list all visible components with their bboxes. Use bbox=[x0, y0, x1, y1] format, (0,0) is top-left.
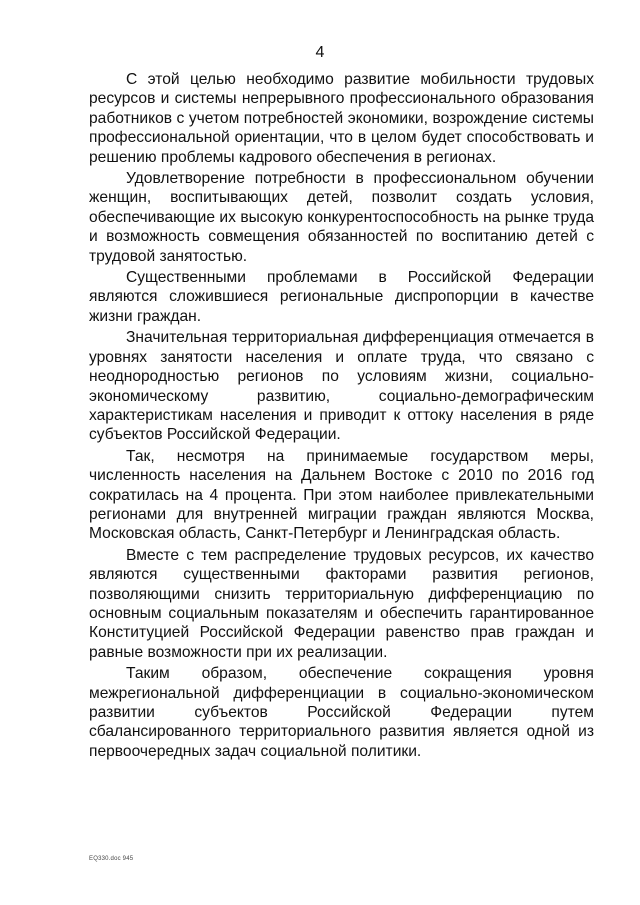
paragraph: Вместе с тем распределение трудовых ресурсов, их качество являются существенными факторами развития регионов, позволяющими снизить территориальную дифференциацию по основным социальным показателям и обеспечить гарантированное Конституцией Российской Федерации равенство прав граждан и равные возможности при их реализации. bbox=[89, 546, 594, 661]
paragraph: С этой целью необходимо развитие мобильности трудовых ресурсов и системы непрерывного профессионального образования работников с учетом потребностей экономики, возрождение системы профессиональной ориентации, что в целом будет способствовать и решению проблемы кадрового обеспечения в регионах. bbox=[89, 71, 594, 166]
paragraph: Существенными проблемами в Российской Федерации являются сложившиеся региональные диспропорции в качестве жизни граждан. bbox=[89, 269, 594, 325]
document-file-code: EQ330.doc 945 bbox=[89, 856, 134, 862]
paragraph: Удовлетворение потребности в профессиональном обучении женщин, воспитывающих детей, позволит создать условия, обеспечивающие их высокую конкурентоспособность на рынке труда и возможность совмещения обязанностей по воспитанию детей с трудовой занятостью. bbox=[89, 170, 594, 265]
document-body bbox=[89, 70, 594, 763]
paragraph: Значительная территориальная дифференциация отмечается в уровнях занятости населения и оплате труда, что связано с неоднородностью регионов по условиям жизни, социально-экономическому развитию, социально-демографическим характеристикам населения и приводит к оттоку населения в ряде субъектов Российской Федерации. bbox=[89, 329, 594, 444]
paragraph: Так, несмотря на принимаемые государством меры, численность населения на Дальнем Востоке с 2010 по 2016 год сократилась на 4 процента. При этом наиболее привлекательными регионами для внутренней миграции граждан являются Москва, Московская область, Санкт-Петербург и Ленинградская область. bbox=[89, 447, 594, 543]
paragraph: Таким образом, обеспечение сокращения уровня межрегиональной дифференциации в социально-экономическом развитии субъектов Российской Федерации путем сбалансированного территориального развития является одной из первоочередных задач социальной политики. bbox=[89, 665, 594, 760]
page-number: 4 bbox=[315, 44, 325, 61]
